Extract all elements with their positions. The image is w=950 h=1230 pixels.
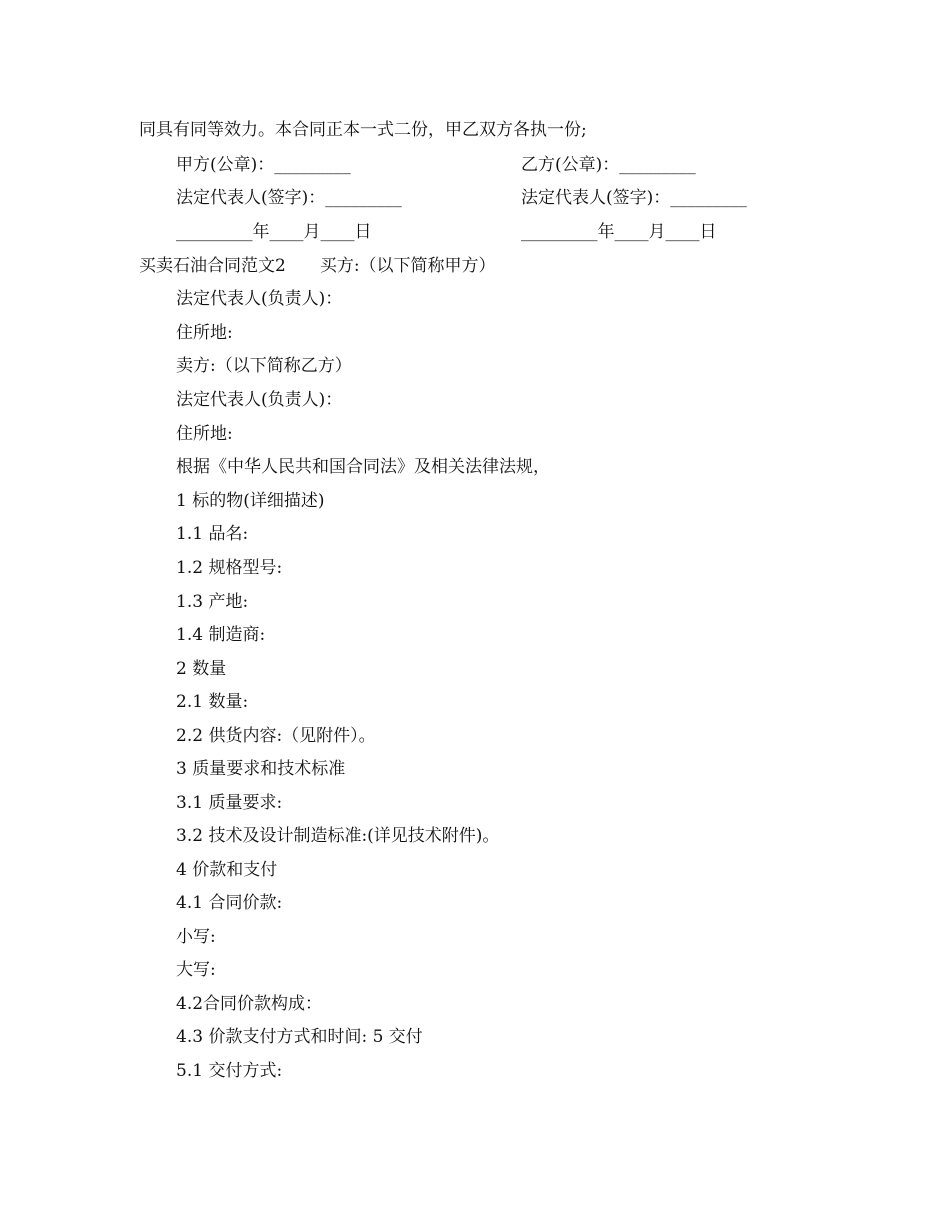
- body-line: 1.1 品名:: [176, 524, 249, 544]
- section-heading: 1 标的物(详细描述): [176, 491, 325, 511]
- body-line: 大写:: [176, 960, 216, 980]
- section-heading: 3 质量要求和技术标准: [176, 759, 346, 779]
- party-b-date: _________年____月____日: [521, 222, 717, 242]
- body-line: 法定代表人(负责人)：: [176, 289, 343, 309]
- body-line: 1.3 产地:: [176, 592, 249, 612]
- body-line: 5.1 交付方式:: [176, 1061, 283, 1081]
- body-line: 小写:: [176, 927, 216, 947]
- body-line: 1.2 规格型号:: [176, 558, 283, 578]
- second-contract-title-line: 买卖石油合同范文2 买方:（以下简称甲方）: [139, 256, 496, 276]
- party-a-representative: 法定代表人(签字)：_________: [176, 188, 402, 208]
- body-line: 4.1 合同价款:: [176, 893, 283, 913]
- body-line: 住所地:: [176, 323, 233, 343]
- body-line: 1.4 制造商:: [176, 625, 266, 645]
- section-heading: 2 数量: [176, 659, 227, 679]
- intro-line: 同具有同等效力。本合同正本一式二份，甲乙双方各执一份;: [139, 120, 587, 140]
- body-line: 4.2合同价款构成：: [176, 994, 323, 1014]
- body-line: 3.1 质量要求:: [176, 793, 283, 813]
- body-line: 2.2 供货内容:（见附件）。: [176, 726, 376, 746]
- party-b-representative: 法定代表人(签字)：_________: [521, 188, 747, 208]
- party-a-date: _________年____月____日: [176, 222, 372, 242]
- party-b-seal: 乙方(公章)：_________: [521, 155, 696, 175]
- body-line: 2.1 数量:: [176, 692, 249, 712]
- body-line: 4.3 价款支付方式和时间: 5 交付: [176, 1027, 423, 1047]
- body-line: 3.2 技术及设计制造标准:(详见技术附件)。: [176, 826, 500, 846]
- section-heading: 4 价款和支付: [176, 860, 278, 880]
- body-line: 法定代表人(负责人)：: [176, 390, 343, 410]
- body-line: 卖方:（以下简称乙方）: [176, 356, 352, 376]
- body-line: 根据《中华人民共和国合同法》及相关法律法规，: [176, 457, 550, 477]
- body-line: 住所地:: [176, 424, 233, 444]
- party-a-seal: 甲方(公章)：_________: [176, 155, 351, 175]
